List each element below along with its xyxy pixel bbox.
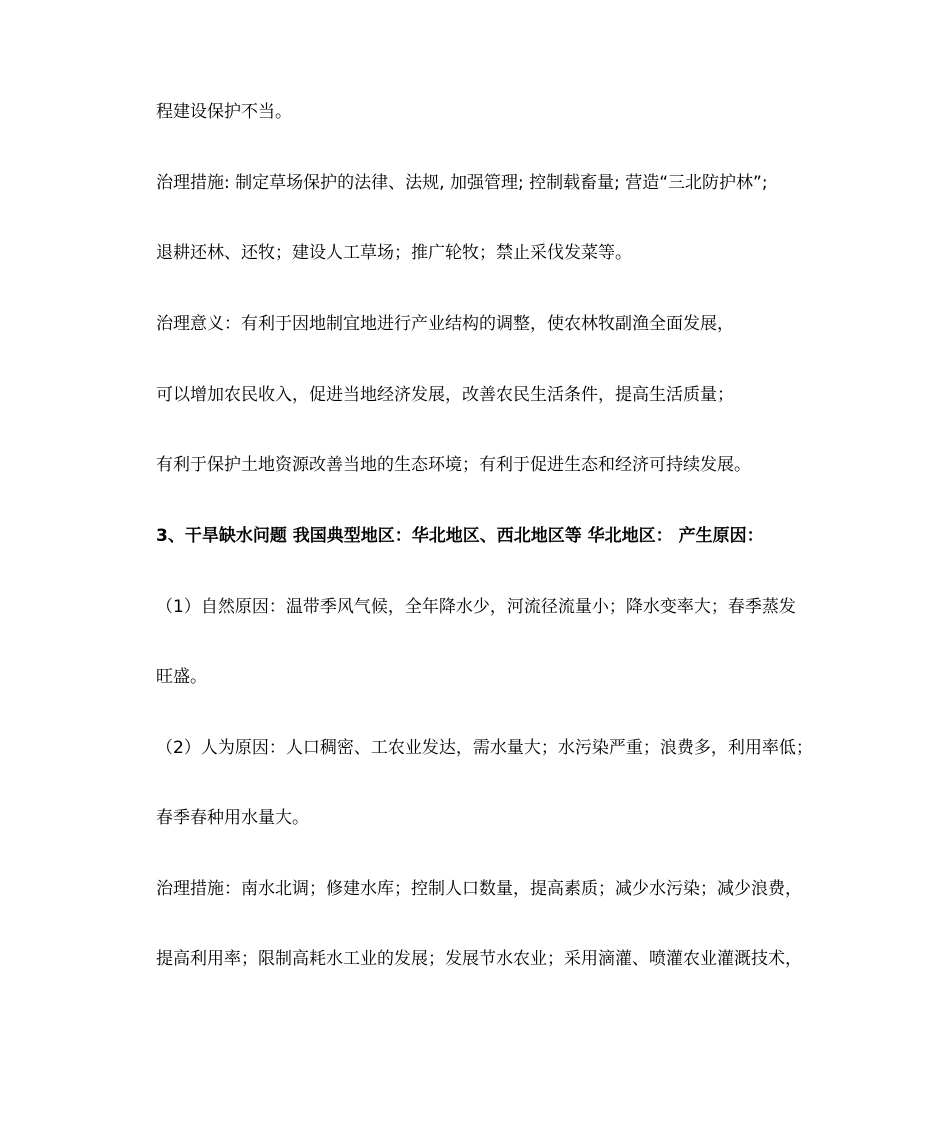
section-heading: 3、干旱缺水问题 我国典型地区：华北地区、西北地区等 华北地区： 产生原因：: [156, 526, 764, 546]
text-line-11: 春季春种用水量大。: [156, 808, 309, 828]
text-line-13: 提高利用率；限制高耗水工业的发展；发展节水农业；采用滴灌、喷灌农业灌溉技术，: [156, 949, 802, 969]
text-line-5: 可以增加农民收入，促进当地经济发展，改善农民生活条件，提高生活质量；: [156, 385, 734, 405]
text-line-6: 有利于保护土地资源改善当地的生态环境；有利于促进生态和经济可持续发展。: [156, 455, 751, 475]
text-line-10: （2）人为原因：人口稠密、工农业发达，需水量大；水污染严重；浪费多，利用率低；: [156, 738, 813, 758]
text-line-9: 旺盛。: [156, 667, 207, 687]
text-line-12: 治理措施：南水北调；修建水库；控制人口数量，提高素质；减少水污染；减少浪费，: [156, 879, 802, 899]
text-line-2: 治理措施: 制定草场保护的法律、法规, 加强管理; 控制载畜量; 营造“三北防护林”;: [156, 173, 768, 193]
text-line-8: （1）自然原因：温带季风气候，全年降水少，河流径流量小；降水变率大；春季蒸发: [156, 597, 796, 617]
text-line-3: 退耕还林、还牧；建设人工草场；推广轮牧；禁止采伐发菜等。: [156, 243, 632, 263]
text-line-4: 治理意义：有利于因地制宜地进行产业结构的调整，使农林牧副渔全面发展，: [156, 314, 734, 334]
text-line-1: 程建设保护不当。: [156, 102, 292, 122]
